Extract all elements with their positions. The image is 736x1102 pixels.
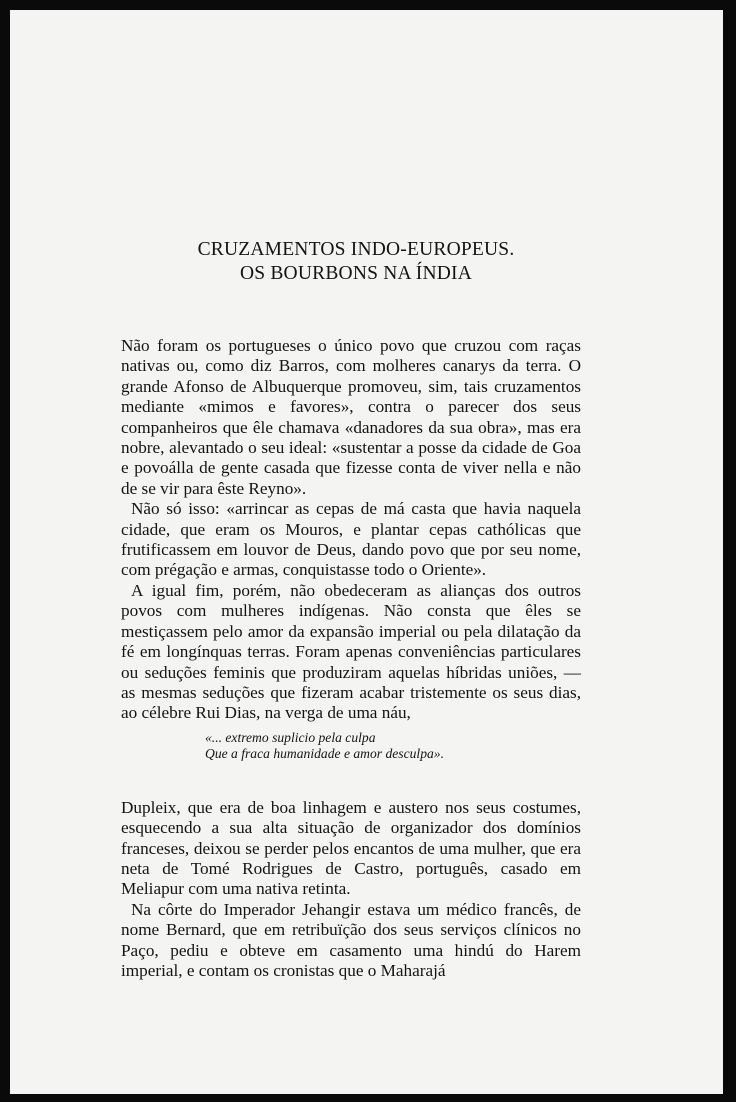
paragraph-4: Dupleix, que era de boa linhagem e austero nos seus costumes, esquecendo a sua alta situação de organizador dos domínios franceses, deixou se perder pelos encantos de uma mulher, que era neta de Tomé Rodrigues de Castro, português, casado em Meliapur com uma nativa retinta. xyxy=(121,797,581,899)
paragraph-3: A igual fim, porém, não obedeceram as alianças dos outros povos com mulheres indígenas. Não consta que êles se mestiçassem pelo amor da expansão imperial ou pela dilatação da fé em longínquas terras. Foram apenas conveniências particulares ou seduções feminis que produziram aquelas híbridas uniões, — as mesmas seduções que fizeram acabar tristemente os seus dias, ao célebre Rui Dias, na verga de uma náu, xyxy=(121,580,581,723)
body-text xyxy=(121,336,581,981)
chapter-title-line-2: OS BOURBONS NA ÍNDIA xyxy=(239,263,473,284)
verse-quote xyxy=(205,730,581,762)
scanned-page xyxy=(10,10,723,1094)
paragraph-5: Na côrte do Imperador Jehangir estava um médico francês, de nome Bernard, que em retribuïção dos seus serviços clínicos no Paço, pediu e obteve em casamento uma hindú do Harem imperial, e contam os cronistas que o Maharajá xyxy=(121,899,581,980)
paragraph-2: Não só isso: «arrincar as cepas de má casta que havia naquela cidade, que eram os Mouros, e plantar cepas cathólicas que frutificassem em louvor de Deus, dando povo que por seu nome, com prégação e armas, conquistasse todo o Oriente». xyxy=(121,499,581,580)
verse-line-2: Que a fraca humanidade e amor desculpa». xyxy=(205,745,444,761)
page-content xyxy=(121,238,581,981)
chapter-title-line-1: CRUZAMENTOS INDO-EUROPEUS. xyxy=(197,239,515,260)
paragraph-1: Não foram os portugueses o único povo que cruzou com raças nativas ou, como diz Barros, com molheres canarys da terra. O grande Afonso de Albuquerque promoveu, sim, tais cruzamentos mediante «mimos e favores», contra o parecer dos seus companheiros que êle chamava «danadores da sua obra», mas era nobre, alevantado o seu ideal: «sustentar a posse da cidade de Goa e povoálla de gente casada que fizesse conta de viver nella e não de se vir para êste Reyno». xyxy=(121,336,581,498)
chapter-title xyxy=(131,238,581,286)
verse-line-1: «... extremo suplicio pela culpa xyxy=(205,729,376,745)
